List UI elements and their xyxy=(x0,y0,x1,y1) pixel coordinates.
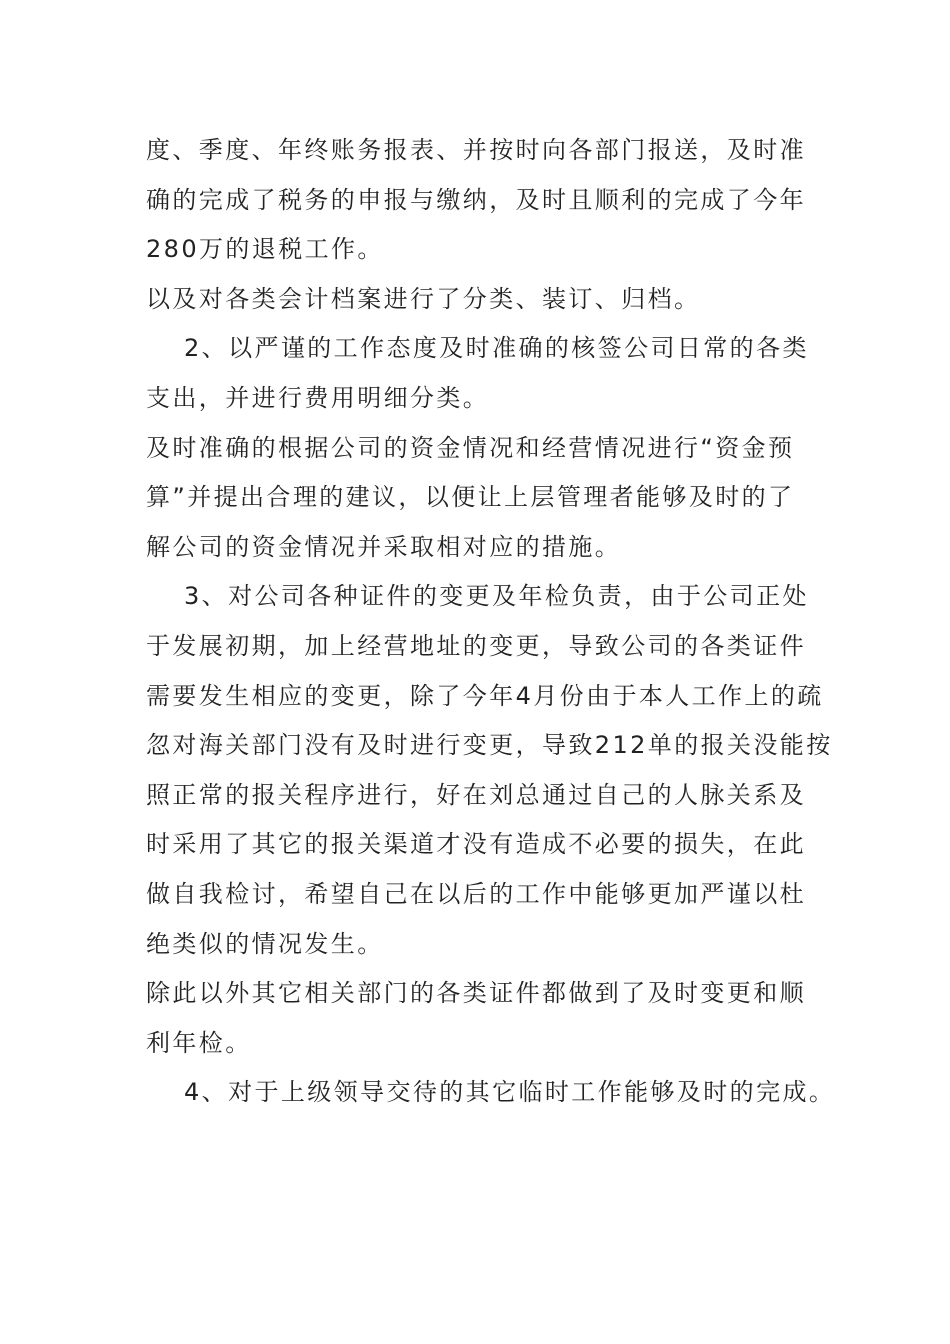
text-line: 时采用了其它的报关渠道才没有造成不必要的损失，在此 xyxy=(146,830,806,859)
text-line: 做自我检讨，希望自己在以后的工作中能够更加严谨以杜 xyxy=(146,879,806,908)
text-line: 于发展初期，加上经营地址的变更，导致公司的各类证件 xyxy=(146,631,806,660)
text-line: 4、对于上级领导交待的其它临时工作能够及时的完成。 xyxy=(184,1078,836,1107)
text-line: 利年检。 xyxy=(146,1028,252,1057)
text-line: 3、对公司各种证件的变更及年检负责，由于公司正处 xyxy=(184,582,809,611)
text-line: 及时准确的根据公司的资金情况和经营情况进行“资金预 xyxy=(146,433,795,462)
text-line: 忽对海关部门没有及时进行变更，导致212单的报关没能按 xyxy=(146,731,833,760)
text-line: 绝类似的情况发生。 xyxy=(146,929,384,958)
text-line: 度、季度、年终账务报表、并按时向各部门报送，及时准 xyxy=(146,136,806,164)
text-line: 解公司的资金情况并采取相对应的措施。 xyxy=(146,532,622,561)
text-line: 照正常的报关程序进行，好在刘总通过自己的人脉关系及 xyxy=(146,780,806,809)
text-line: 除此以外其它相关部门的各类证件都做到了及时变更和顺 xyxy=(146,979,806,1008)
text-line: 2、以严谨的工作态度及时准确的核签公司日常的各类 xyxy=(184,334,809,363)
text-line: 确的完成了税务的申报与缴纳，及时且顺利的完成了今年 xyxy=(146,185,806,214)
text-line: 280万的退税工作。 xyxy=(146,235,384,264)
document-body xyxy=(146,126,836,1118)
text-line: 支出，并进行费用明细分类。 xyxy=(146,383,490,412)
text-line: 需要发生相应的变更，除了今年4月份由于本人工作上的疏 xyxy=(146,681,824,710)
text-line: 以及对各类会计档案进行了分类、装订、归档。 xyxy=(146,284,701,313)
text-line: 算”并提出合理的建议，以便让上层管理者能够及时的了 xyxy=(146,483,795,512)
